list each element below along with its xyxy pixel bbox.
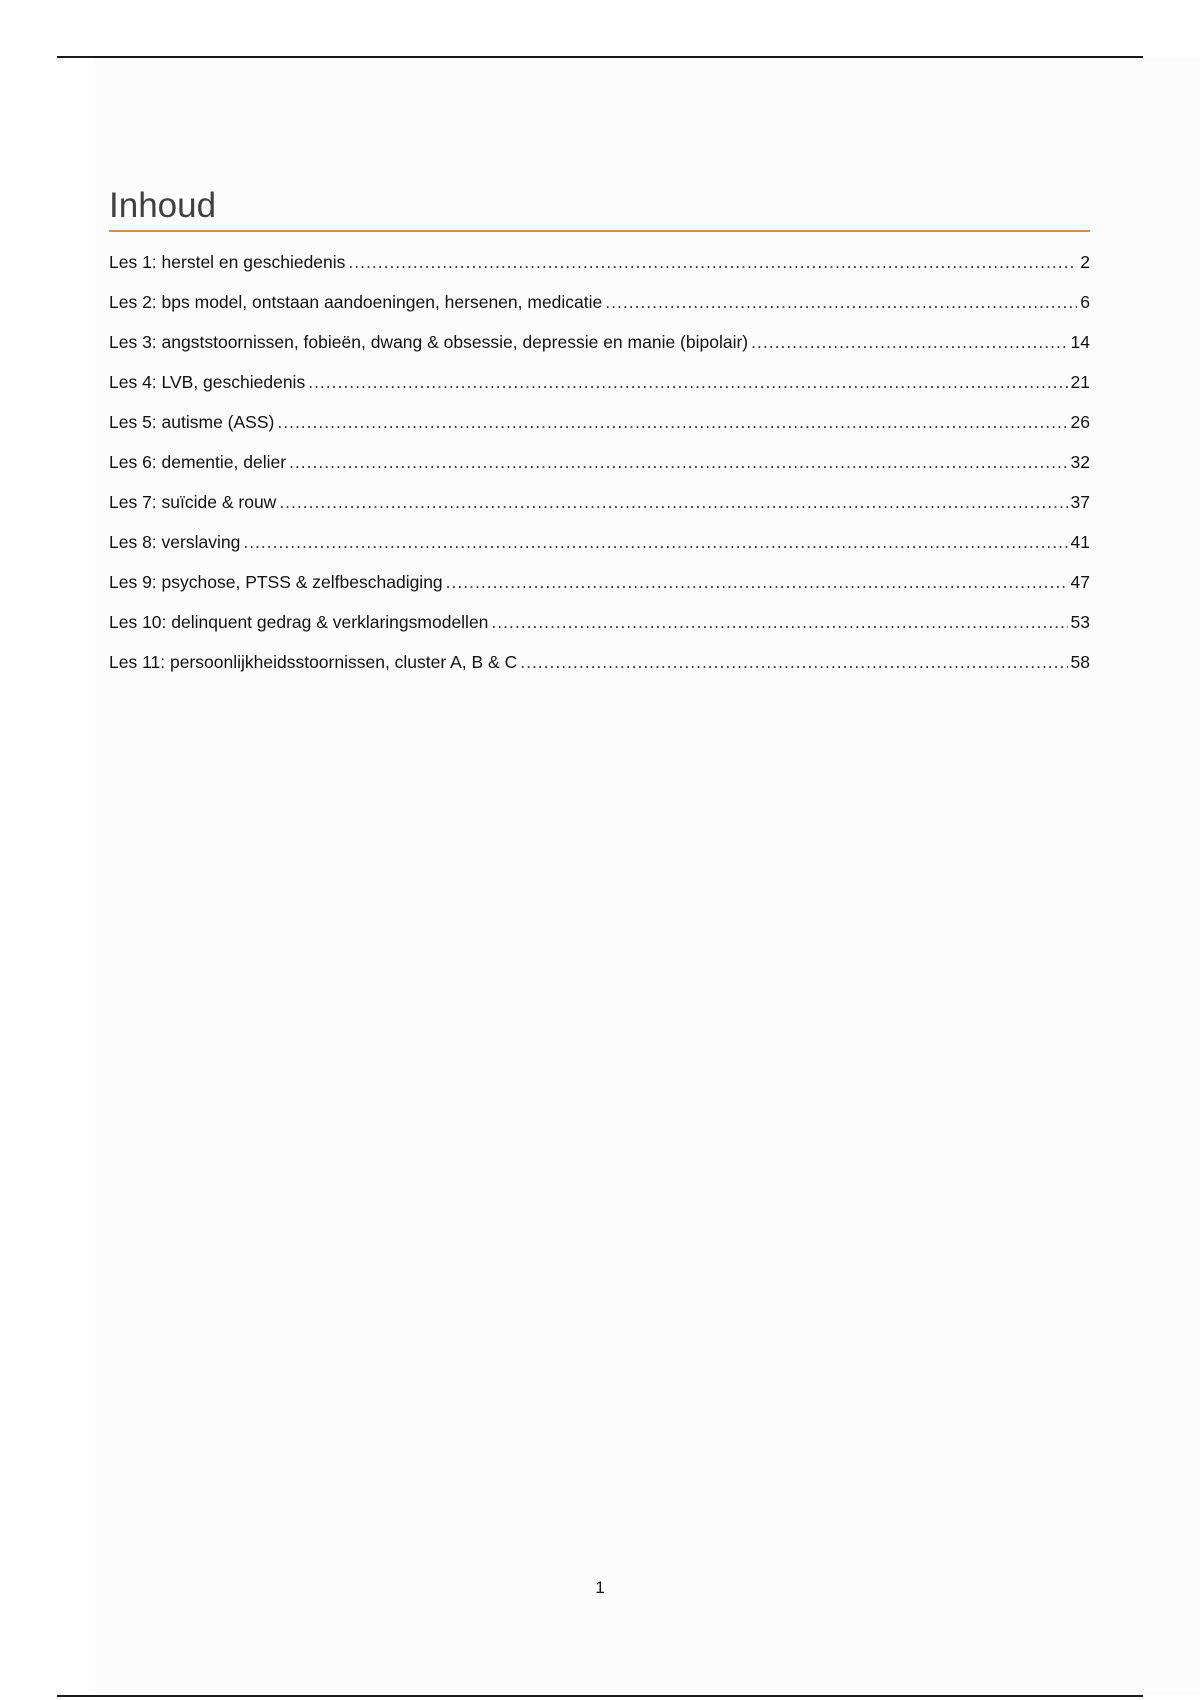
page-number: 1: [595, 1578, 605, 1597]
toc-entry-label: Les 2: bps model, ontstaan aandoeningen, hersenen, medicatie: [109, 292, 603, 312]
toc-dot-leader: [308, 362, 1067, 402]
toc-entry-page: 58: [1070, 652, 1090, 672]
toc-entry-label: Les 4: LVB, geschiedenis: [109, 372, 306, 392]
toc-entry-les-11[interactable]: [109, 642, 1090, 682]
toc-dot-leader: [751, 322, 1067, 362]
toc-dot-leader: [289, 442, 1067, 482]
toc-entry-page: 37: [1070, 492, 1090, 512]
toc-entry-label: Les 3: angststoornissen, fobieën, dwang & obsessie, depressie en manie (bipolair): [109, 332, 749, 352]
toc-dot-leader: [491, 602, 1067, 642]
toc-entry-label: Les 7: suïcide & rouw: [109, 492, 277, 512]
toc-entry-label: Les 8: verslaving: [109, 532, 241, 552]
toc-dot-leader: [279, 482, 1067, 522]
toc-entry-les-10[interactable]: [109, 602, 1090, 642]
toc-dot-leader: [277, 402, 1067, 442]
toc-entry-page: 41: [1070, 532, 1090, 552]
header-rule: [57, 56, 1143, 58]
toc-entry-label: Les 5: autisme (ASS): [109, 412, 275, 432]
toc-entry-page: 53: [1070, 612, 1090, 632]
toc-entry-label: Les 1: herstel en geschiedenis: [109, 252, 346, 272]
toc-entry-label: Les 6: dementie, delier: [109, 452, 287, 472]
toc-dot-leader: [348, 242, 1077, 282]
toc-entry-les-1[interactable]: [109, 242, 1090, 282]
toc-entry-page: 2: [1080, 252, 1090, 272]
toc-entry-les-7[interactable]: [109, 482, 1090, 522]
toc-entry-les-8[interactable]: [109, 522, 1090, 562]
footer-rule: [57, 1695, 1143, 1697]
toc-dot-leader: [605, 282, 1077, 322]
toc-entry-label: Les 9: psychose, PTSS & zelfbeschadiging: [109, 572, 443, 592]
toc-title: Inhoud: [109, 186, 217, 225]
toc-entry-page: 47: [1070, 572, 1090, 592]
toc-entry-label: Les 10: delinquent gedrag & verklaringsmodellen: [109, 612, 489, 632]
toc-entry-les-4[interactable]: [109, 362, 1090, 402]
toc-list: [109, 242, 1090, 682]
toc-dot-leader: [243, 522, 1067, 562]
toc-entry-label: Les 11: persoonlijkheidsstoornissen, cluster A, B & C: [109, 652, 518, 672]
toc-entry-page: 6: [1080, 292, 1090, 312]
table-of-contents: [109, 185, 1090, 682]
toc-entry-les-3[interactable]: [109, 322, 1090, 362]
toc-entry-page: 21: [1070, 372, 1090, 392]
toc-dot-leader: [520, 642, 1067, 682]
toc-entry-les-5[interactable]: [109, 402, 1090, 442]
toc-entry-les-9[interactable]: [109, 562, 1090, 602]
toc-title-underline: [109, 230, 1090, 232]
toc-entry-les-2[interactable]: [109, 282, 1090, 322]
toc-entry-page: 26: [1070, 412, 1090, 432]
toc-dot-leader: [446, 562, 1068, 602]
toc-entry-les-6[interactable]: [109, 442, 1090, 482]
toc-entry-page: 32: [1070, 452, 1090, 472]
toc-entry-page: 14: [1070, 332, 1090, 352]
